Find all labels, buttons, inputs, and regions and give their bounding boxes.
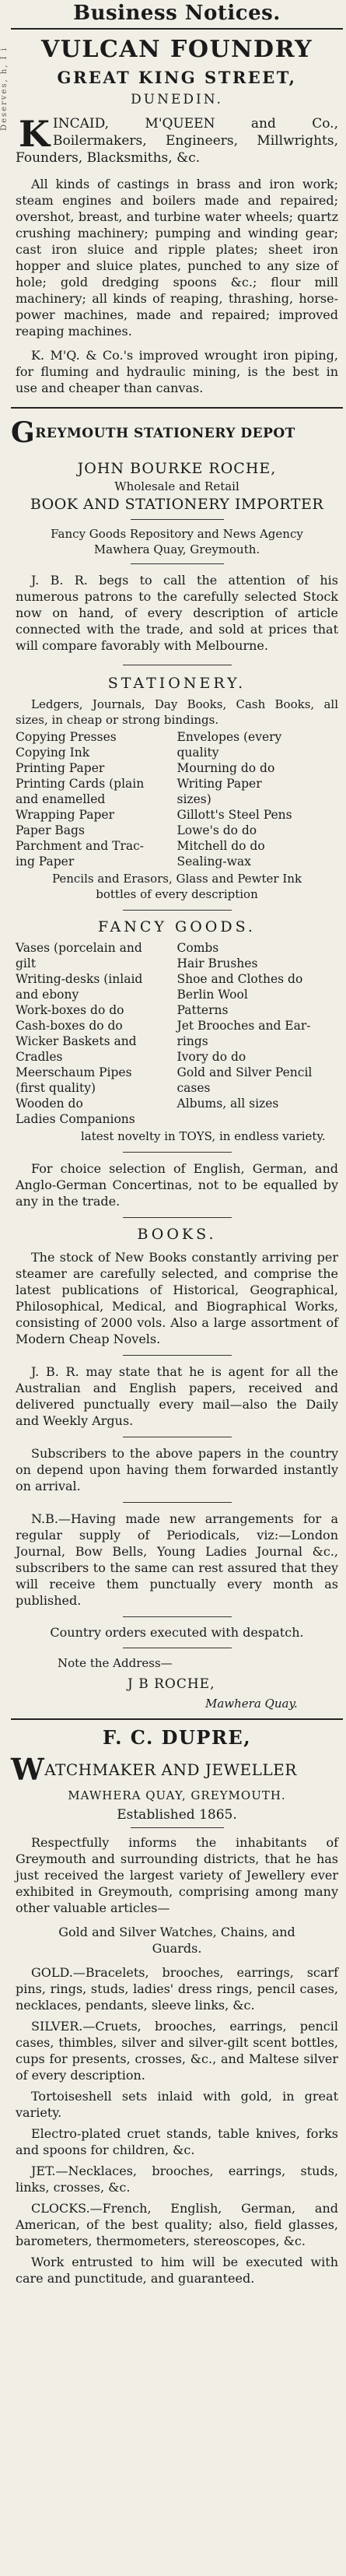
dupre-name: F. C. DUPRE, [102, 1726, 252, 1749]
books-title: BOOKS. [137, 1226, 217, 1243]
roche-address-place: Mawhera Quay. [205, 1697, 298, 1711]
vulcan-intro: INCAID, M'QUEEN and Co., Boilermakers, Engineers, Millwrights, Founders, Blacksmiths, &c. [16, 116, 338, 166]
short-rule [123, 1217, 232, 1218]
roche-fancy-depot: Fancy Goods Repository and News Agency Mawhera Quay, Greymouth. [51, 527, 303, 556]
roche-dropcap: G [11, 416, 36, 449]
dupre-address: MAWHERA QUAY, GREYMOUTH. [68, 1788, 286, 1802]
margin-fragment: Deserves, h, I i [0, 47, 9, 131]
roche-country-orders: Country orders executed with despatch. [50, 1625, 304, 1640]
short-rule [123, 1355, 232, 1356]
short-rule [123, 1152, 232, 1153]
dupre-trade-line [11, 1752, 343, 1787]
vulcan-intro-block [16, 115, 338, 167]
dupre-trade: ATCHMAKER AND JEWELLER [44, 1760, 297, 1779]
roche-trade: Wholesale and Retail [114, 479, 239, 493]
header-rule [11, 28, 343, 30]
roche-name: JOHN BOURKE ROCHE, [77, 460, 277, 477]
vulcan-dropcap: K [19, 113, 50, 155]
vulcan-foundry-ad [11, 36, 343, 396]
roche-address-label: Note the Address— [58, 1656, 173, 1670]
roche-depot-line [11, 416, 343, 449]
dupre-jet: JET.—Necklaces, brooches, earrings, studs, links, crosses, &c. [16, 2164, 338, 2195]
short-rule [131, 563, 224, 564]
fancy-goods-left: Vases (porcelain and gilt Writing-desks (inlaid and ebony Work-boxes do do Cash-boxes do do Wicker Baskets and Cradles Meerschaum Pipes (first quality) Wooden do Ladies Companions [16, 941, 143, 1126]
stationery-list-left: Copying Presses Copying Ink Printing Paper Printing Cards (plain and enamelled Wrapping Paper Paper Bags Parchment and Trac- ing Paper [16, 730, 145, 869]
roche-agent: J. B. R. may state that he is agent for all the Australian and English papers, received and delivered punctually every mail—also the Daily and Weekly Argus. [16, 1364, 338, 1428]
stationery-title: STATIONERY. [107, 675, 246, 692]
fancy-goods-right: Combs Hair Brushes Shoe and Clothes do Berlin Wool Patterns Jet Brooches and Ear- rings Ivory do do Gold and Silver Pencil cases Albums, all sizes [176, 941, 313, 1111]
stationery-pencils: Pencils and Erasors, Glass and Pewter Ink bottles of every description [51, 872, 302, 901]
roche-books: The stock of New Books constantly arriving per steamer are carefully selected, and comprise the latest publications of Historical, Geographical, Philosophical, Medical, and Biographical Works, consisting of 2000 vols. Also a large assortment of Modern Cheap Novels. [16, 1250, 338, 1346]
short-rule [123, 910, 232, 911]
roche-nb: N.B.—Having made new arrangements for a regular supply of Periodicals, viz:—London Journal, Bow Bells, Young Ladies Journal &c., subscribers to the same can rest assured that they will receive them punctually every month as published. [16, 1511, 338, 1608]
dupre-tortoiseshell: Tortoiseshell sets inlaid with gold, in great variety. [16, 2089, 338, 2120]
vulcan-castings: All kinds of castings in brass and iron work; steam engines and boilers made and repaired; overshot, breast, and turbine water wheels; quartz crushing machinery; pumping and winding gear; cast iron sluice and ripple plates; sheet iron hopper and sluice plates, punched to any size of hole; gold dredging spoons &c.; flour mill machinery; all kinds of reaping, thrashing, horse-power machines, made and repaired; improved reaping machines. [16, 177, 338, 339]
dupre-gold: GOLD.—Bracelets, brooches, earrings, scarf pins, rings, studs, ladies' dress rings, pencil cases, necklaces, pendants, sleeve links, &c. [16, 1965, 338, 2013]
roche-attention: J. B. R. begs to call the attention of his numerous patrons to the carefully selected Stock now on hand, of every description of article connected with the trade, and sold at prices that will compare favorably with Melbourne. [16, 573, 338, 653]
roche-importer: BOOK AND STATIONERY IMPORTER [30, 496, 324, 513]
stationery-ledgers: Ledgers, Journals, Day Books, Cash Books, all sizes, in cheap or strong bindings. [16, 697, 338, 727]
dupre-electroplate: Electro-plated cruet stands, table knives, forks and spoons for children, &c. [16, 2126, 338, 2157]
dupre-silver: SILVER.—Cruets, brooches, earrings, pencil cases, thimbles, silver and silver-gilt scent bottles, cups for presents, crosses, &c., and Maltese silver of every description. [16, 2019, 338, 2083]
vulcan-piping: K. M'Q. & Co.'s improved wrought iron piping, for fluming and hydraulic mining, is the best in use and cheaper than canvas. [16, 348, 338, 395]
roche-subscribers: Subscribers to the above papers in the country on depend upon having them forwarded instantly on arrival. [16, 1446, 338, 1493]
dupre-intro: Respectfully informs the inhabitants of Greymouth and surrounding districts, that he has just received the largest variety of Jewellery ever exhibited in Greymouth, comprising among many other valuable articles— [16, 1835, 338, 1915]
fancy-goods-list [16, 940, 338, 1127]
dupre-clocks: CLOCKS.—French, English, German, and American, of the best quality; also, field glasses, barometers, thermometers, stereoscopes, &c. [16, 2201, 338, 2248]
vulcan-title: VULCAN FOUNDRY [40, 36, 313, 63]
short-rule [131, 519, 224, 520]
short-rule [123, 1502, 232, 1503]
newspaper-page [11, 0, 343, 2576]
dupre-ad [11, 1726, 343, 2286]
dupre-watches: Gold and Silver Watches, Chains, and Guards. [58, 1925, 295, 1956]
fancy-goods-title: FANCY GOODS. [98, 918, 256, 935]
divider [11, 407, 343, 409]
roche-concertinas: For choice selection of English, German, and Anglo-German Concertinas, not to be equalled by any in the trade. [16, 1161, 338, 1209]
dupre-work: Work entrusted to him will be executed with care and punctitude, and guaranteed. [16, 2255, 338, 2286]
vulcan-city: DUNEDIN. [131, 92, 223, 107]
roche-depot: REYMOUTH STATIONERY DEPOT [35, 426, 295, 441]
dupre-established: Established 1865. [117, 1807, 237, 1823]
roche-address-name: J B ROCHE, [128, 1676, 215, 1692]
fancy-toys: latest novelty in TOYS, in endless variety. [81, 1129, 326, 1143]
stationery-list [16, 729, 338, 869]
roche-ad [11, 416, 343, 1711]
vulcan-street: GREAT KING STREET, [57, 68, 297, 87]
dupre-dropcap: W [11, 1752, 45, 1787]
divider [11, 1718, 343, 1720]
short-rule [123, 1616, 232, 1617]
stationery-list-right: Envelopes (every quality Mourning do do Writing Paper sizes) Gillott's Steel Pens Lowe's do do Mitchell do do Sealing-wax [176, 730, 292, 869]
short-rule [131, 1827, 224, 1828]
page-header: Business Notices. [73, 2, 281, 25]
